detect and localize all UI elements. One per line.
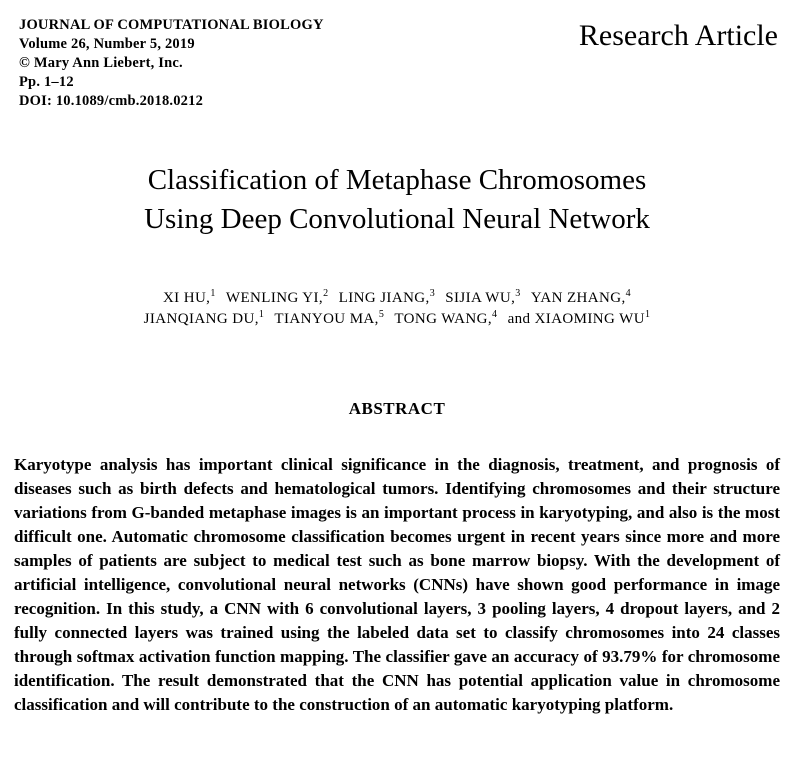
author bbox=[394, 311, 497, 327]
abstract-heading: ABSTRACT bbox=[348, 399, 446, 418]
author-affiliation-sup: 3 bbox=[515, 288, 521, 299]
authors-line-1 bbox=[14, 288, 780, 309]
journal-doi-line: DOI: 10.1089/cmb.2018.0212 bbox=[19, 93, 204, 109]
author-name: WENLING YI, bbox=[225, 290, 324, 306]
author-name: XI HU, bbox=[162, 290, 211, 306]
authors-line-2 bbox=[14, 309, 780, 330]
author bbox=[339, 290, 435, 306]
author-affiliation-sup: 1 bbox=[644, 309, 651, 320]
author-affiliation-sup: 1 bbox=[210, 288, 216, 299]
page-header bbox=[14, 16, 780, 111]
journal-volume-line: Volume 26, Number 5, 2019 bbox=[19, 36, 195, 52]
author-affiliation-sup: 2 bbox=[323, 288, 329, 299]
abstract-body: Karyotype analysis has important clinical significance in the diagnosis, treatment, and prognosis of diseases such as birth defects and hematological tumors. Identifying chromosomes and their structure variations from G-banded metaphase images is an important process in karyotyping, and also is the most difficult one. Automatic chromosome classification becomes urgent in recent years since more and more samples of patients are subject to medical test such as bone marrow biopsy. With the development of artificial intelligence, convolutional neural networks (CNNs) have shown good performance in image recognition. In this study, a CNN with 6 convolutional layers, 3 pooling layers, 4 dropout layers, and 2 fully connected layers was trained using the labeled data set to classify chromosomes into 24 classes through softmax activation function mapping. The classifier gave an accuracy of 93.79% for chromosome identification. The result demonstrated that the CNN has potential application value in chromosome classification and will contribute to the construction of an automatic karyotyping platform. bbox=[14, 455, 780, 714]
author-affiliation-sup: 4 bbox=[492, 309, 498, 320]
journal-name: JOURNAL OF COMPUTATIONAL BIOLOGY bbox=[19, 17, 324, 33]
journal-info-block bbox=[19, 16, 324, 111]
author bbox=[163, 290, 216, 306]
author-affiliation-sup: 3 bbox=[429, 288, 436, 299]
paper-title-line-2: Using Deep Convolutional Neural Network bbox=[144, 203, 650, 235]
paper-title bbox=[14, 161, 780, 239]
author-name: TIANYOU MA, bbox=[274, 311, 379, 327]
author-affiliation-sup: 5 bbox=[378, 309, 385, 320]
author-name: and XIAOMING WU bbox=[507, 311, 645, 327]
author-affiliation-sup: 1 bbox=[258, 309, 265, 320]
paper-title-line-1: Classification of Metaphase Chromosomes bbox=[147, 164, 647, 196]
author-name: YAN ZHANG, bbox=[530, 290, 626, 306]
author bbox=[508, 311, 651, 327]
journal-copyright-line: © Mary Ann Liebert, Inc. bbox=[19, 55, 183, 71]
author bbox=[274, 311, 384, 327]
author-name: LING JIANG, bbox=[338, 290, 430, 306]
author-affiliation-sup: 4 bbox=[625, 288, 632, 299]
author-name: TONG WANG, bbox=[394, 311, 492, 327]
journal-pages-line: Pp. 1–12 bbox=[19, 74, 74, 90]
author bbox=[144, 311, 265, 327]
authors-block bbox=[14, 288, 780, 330]
author-name: SIJIA WU, bbox=[445, 290, 516, 306]
author bbox=[226, 290, 329, 306]
author bbox=[531, 290, 631, 306]
author-name: JIANQIANG DU, bbox=[143, 311, 259, 327]
author bbox=[445, 290, 520, 306]
article-type-label: Research Article bbox=[578, 19, 778, 52]
